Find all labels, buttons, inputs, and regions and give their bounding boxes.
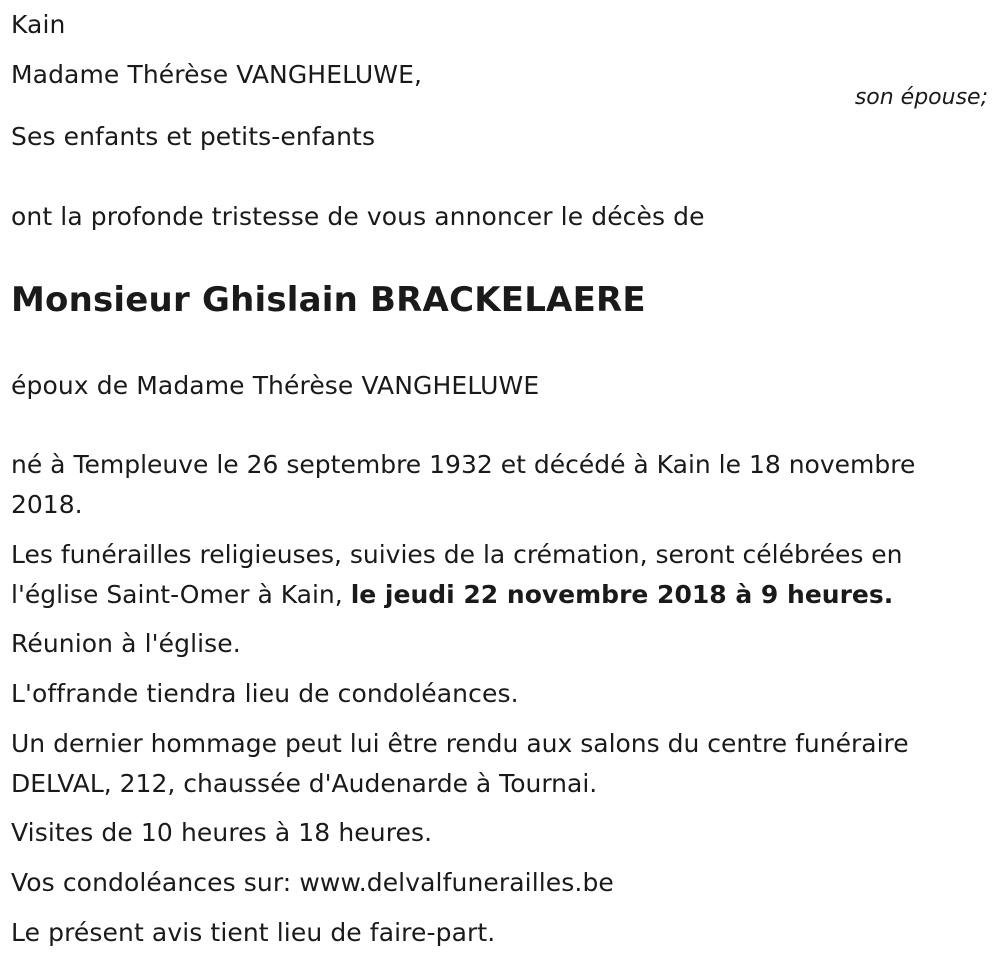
birth-death-text: né à Templeuve le 26 septembre 1932 et décédé à Kain le 18 novembre 2018. — [11, 450, 916, 519]
meeting-text: Réunion à l'église. — [11, 629, 241, 658]
spouse-line: Madame Thérèse VANGHELUWE, — [11, 60, 423, 89]
deceased-name: Monsieur Ghislain BRACKELAERE — [11, 280, 646, 320]
visits-text: Visites de 10 heures à 18 heures. — [11, 818, 433, 847]
announcement-text: ont la profonde tristesse de vous annoncer le décès de — [11, 202, 705, 231]
homage-paragraph: Un dernier hommage peut lui être rendu aux salons du centre funéraire DELVAL, 212, chaussée d'Audenarde à Tournai. — [11, 729, 909, 798]
offering-text: L'offrande tiendra lieu de condoléances. — [11, 679, 519, 708]
funeral-paragraph — [11, 535, 986, 615]
faire-part-text: Le présent avis tient lieu de faire-part. — [11, 918, 496, 947]
spouse-of-text: époux de Madame Thérèse VANGHELUWE — [11, 371, 540, 400]
condolences-text: Vos condoléances sur: www.delvalfunerailles.be — [11, 868, 614, 897]
spouse-role: son épouse; — [854, 85, 988, 110]
family-line: Ses enfants et petits-enfants — [11, 122, 376, 151]
funeral-date: le jeudi 22 novembre 2018 à 9 heures. — [350, 580, 894, 609]
funeral-intro: Les funérailles religieuses, suivies de la crémation, seront célébrées en l'église Saint-Omer à Kain, — [11, 540, 903, 609]
location-text: Kain — [11, 10, 66, 39]
